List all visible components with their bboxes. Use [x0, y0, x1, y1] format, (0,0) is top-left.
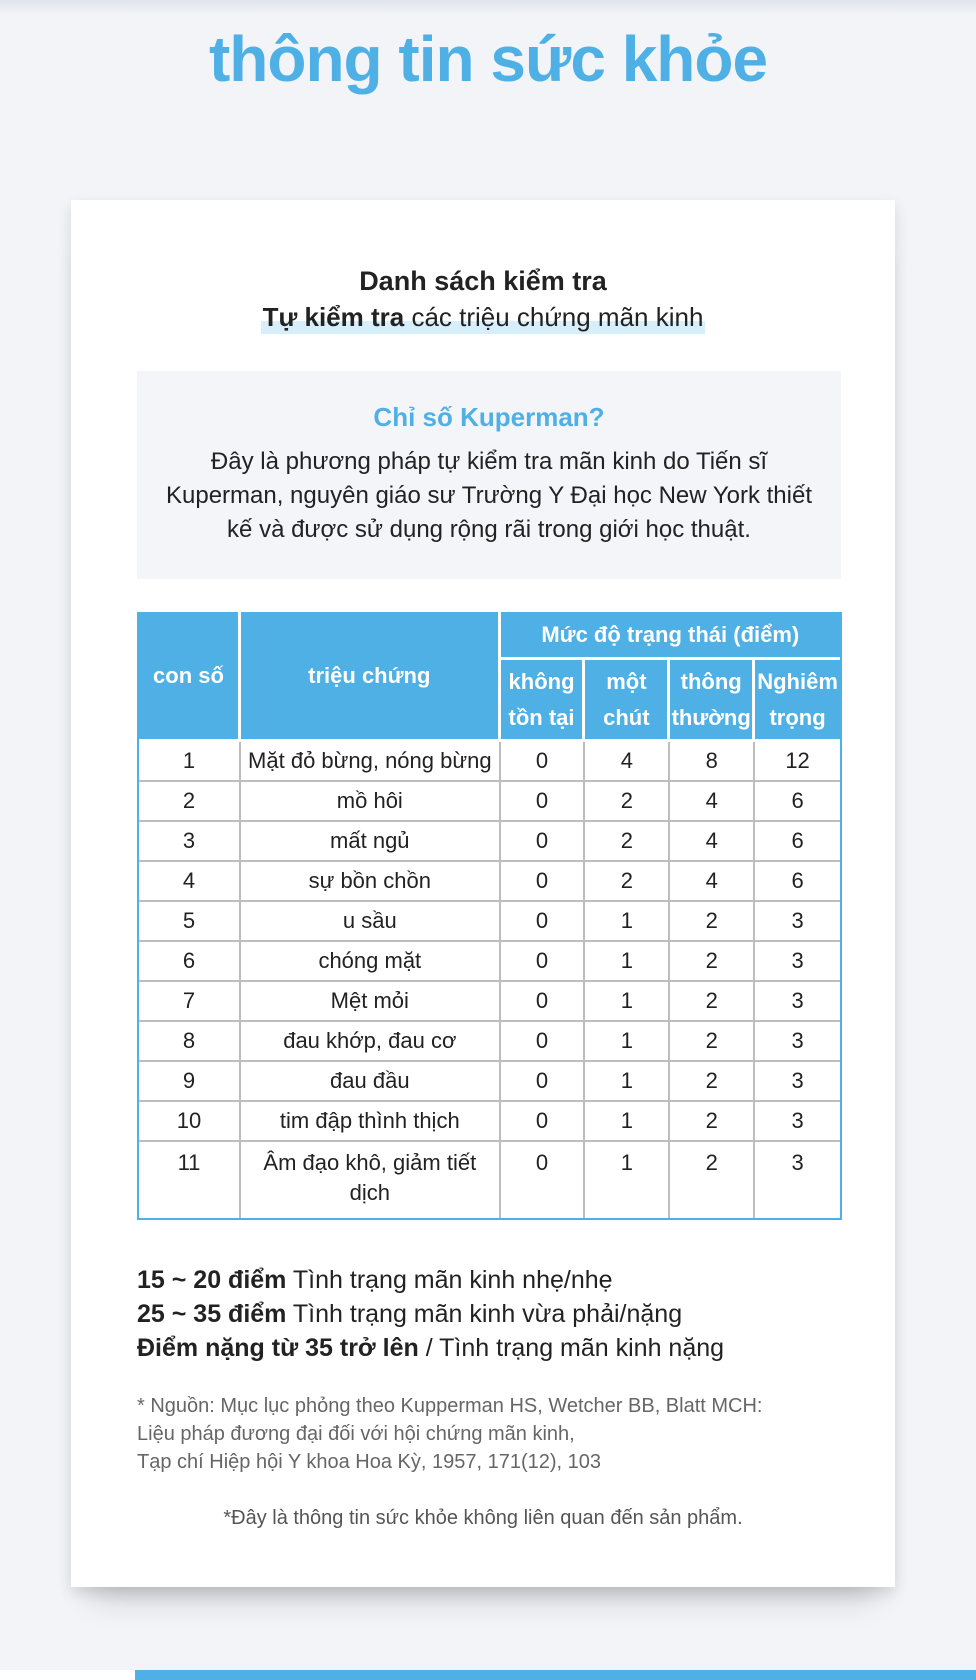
page-title: thông tin sức khỏe [208, 23, 768, 95]
bottom-tab [0, 1670, 135, 1680]
row-score-severe: 3 [755, 942, 840, 982]
row-score-severe: 3 [755, 1102, 840, 1142]
row-score-severe: 6 [755, 862, 840, 902]
score-label: / Tình trạng mãn kinh nặng [418, 1334, 725, 1362]
row-number: 4 [139, 862, 241, 902]
table-row [139, 742, 840, 782]
row-score-none: 0 [501, 822, 586, 862]
row-score-slight: 1 [585, 1062, 670, 1102]
row-score-normal: 2 [670, 1022, 755, 1062]
row-score-none: 0 [501, 1102, 586, 1142]
row-number: 6 [139, 942, 241, 982]
source-line: Tạp chí Hiệp hội Y khoa Hoa Kỳ, 1957, 171(12), 103 [137, 1451, 602, 1473]
row-score-slight: 1 [585, 1022, 670, 1062]
row-score-normal: 4 [670, 782, 755, 822]
table-row [139, 1142, 840, 1218]
info-title: Chỉ số Kuperman? [373, 402, 605, 432]
checklist-heading [71, 262, 895, 334]
row-score-normal: 2 [670, 1062, 755, 1102]
row-number: 8 [139, 1022, 241, 1062]
table-row [139, 1022, 840, 1062]
row-score-none: 0 [501, 982, 586, 1022]
row-score-slight: 2 [585, 782, 670, 822]
row-score-severe: 3 [791, 1150, 804, 1175]
source-line: * Nguồn: Mục lục phỏng theo Kupperman HS, Wetcher BB, Blatt MCH: [137, 1395, 763, 1417]
table-row [139, 902, 840, 942]
checklist-subtitle [261, 300, 706, 334]
row-score-normal: 8 [670, 742, 755, 782]
row-score-none: 0 [501, 742, 586, 782]
row-score-normal: 4 [670, 862, 755, 902]
row-symptom: đau khớp, đau cơ [241, 1022, 501, 1062]
table-row [139, 982, 840, 1022]
row-score-none: 0 [501, 1022, 586, 1062]
row-score-slight: 1 [585, 942, 670, 982]
row-number: 3 [139, 822, 241, 862]
row-score-severe: 6 [755, 822, 840, 862]
source-line: Liệu pháp đương đại đối với hội chứng mãn kinh, [137, 1423, 575, 1445]
score-line-3 [137, 1331, 857, 1365]
row-number: 10 [139, 1102, 241, 1142]
row-symptom: chóng mặt [241, 942, 501, 982]
header-level-severe: Nghiêm trọng [755, 660, 840, 742]
subtitle-rest: các triệu chứng mãn kinh [404, 302, 704, 332]
row-score-severe: 3 [755, 982, 840, 1022]
score-legend [137, 1263, 857, 1365]
row-score-none: 0 [501, 1062, 586, 1102]
row-symptom: Mệt mỏi [241, 982, 501, 1022]
score-line-2 [137, 1297, 857, 1331]
table-row [139, 942, 840, 982]
score-label: Tình trạng mãn kinh vừa phải/nặng [286, 1300, 683, 1328]
row-score-normal: 2 [670, 942, 755, 982]
row-symptom: u sầu [241, 902, 501, 942]
row-score-severe: 6 [755, 782, 840, 822]
header-number: con số [139, 612, 241, 742]
bottom-bar [0, 1670, 976, 1680]
row-symptom: Âm đạo khô, giảm tiết dịch [241, 1142, 501, 1218]
row-score-slight: 2 [585, 862, 670, 902]
table-row [139, 862, 840, 902]
info-text: Đây là phương pháp tự kiểm tra mãn kinh do Tiến sĩ Kuperman, nguyên giáo sư Trường Y Đại học New York thiết kế và được sử dụng rộng rãi trong giới học thuật. [165, 448, 813, 543]
row-score-normal: 2 [670, 902, 755, 942]
row-number: 7 [139, 982, 241, 1022]
row-symptom: Mặt đỏ bừng, nóng bừng [241, 742, 501, 782]
row-number: 9 [139, 1062, 241, 1102]
checklist-card [71, 200, 895, 1587]
row-score-slight: 1 [585, 982, 670, 1022]
table-row [139, 1102, 840, 1142]
row-score-severe: 3 [755, 1022, 840, 1062]
row-score-normal: 2 [670, 982, 755, 1022]
header-level-slight: một chút [585, 660, 670, 742]
header-level-none: không tồn tại [501, 660, 586, 742]
kuperman-info-box [137, 371, 841, 579]
source-citation [137, 1392, 857, 1476]
row-score-normal: 2 [670, 1102, 755, 1142]
row-number: 1 [139, 742, 241, 782]
row-score-slight: 1 [585, 902, 670, 942]
row-score-normal: 4 [670, 822, 755, 862]
table-body [139, 742, 840, 1218]
row-score-slight: 2 [585, 822, 670, 862]
header-level-normal: thông thường [670, 660, 755, 742]
row-symptom: mất ngủ [241, 822, 501, 862]
row-score-none: 0 [501, 942, 586, 982]
score-range: Điểm nặng từ 35 trở lên [137, 1334, 419, 1362]
row-score-severe: 3 [755, 902, 840, 942]
row-score-none: 0 [501, 782, 586, 822]
subtitle-bold: Tự kiểm tra [262, 302, 405, 332]
score-range: 25 ~ 35 điểm [137, 1300, 287, 1328]
row-score-severe: 3 [755, 1062, 840, 1102]
row-score-none: 0 [501, 1142, 586, 1218]
row-number: 5 [139, 902, 241, 942]
row-score-none: 0 [501, 902, 586, 942]
header-symptom: triệu chứng [241, 612, 501, 742]
score-label: Tình trạng mãn kinh nhẹ/nhẹ [286, 1266, 613, 1294]
score-range: 15 ~ 20 điểm [137, 1266, 287, 1294]
symptom-score-table [137, 612, 842, 1220]
row-symptom: đau đầu [241, 1062, 501, 1102]
score-line-1 [137, 1263, 857, 1297]
table-row [139, 1062, 840, 1102]
row-score-severe: 12 [755, 742, 840, 782]
table-row [139, 822, 840, 862]
checklist-title: Danh sách kiểm tra [359, 266, 607, 296]
row-symptom: mồ hôi [241, 782, 501, 822]
row-symptom: sự bồn chồn [241, 862, 501, 902]
header-severity-group: Mức độ trạng thái (điểm) [501, 612, 840, 660]
row-number: 2 [139, 782, 241, 822]
row-score-slight: 4 [585, 742, 670, 782]
top-shadow [0, 0, 976, 14]
table-row [139, 782, 840, 822]
row-score-normal: 2 [670, 1142, 755, 1218]
row-score-slight: 1 [585, 1102, 670, 1142]
row-score-slight: 1 [585, 1142, 670, 1218]
disclaimer: *Đây là thông tin sức khỏe không liên quan đến sản phẩm. [223, 1507, 743, 1529]
row-symptom: tim đập thình thịch [241, 1102, 501, 1142]
row-score-none: 0 [501, 862, 586, 902]
row-number: 11 [139, 1142, 241, 1218]
